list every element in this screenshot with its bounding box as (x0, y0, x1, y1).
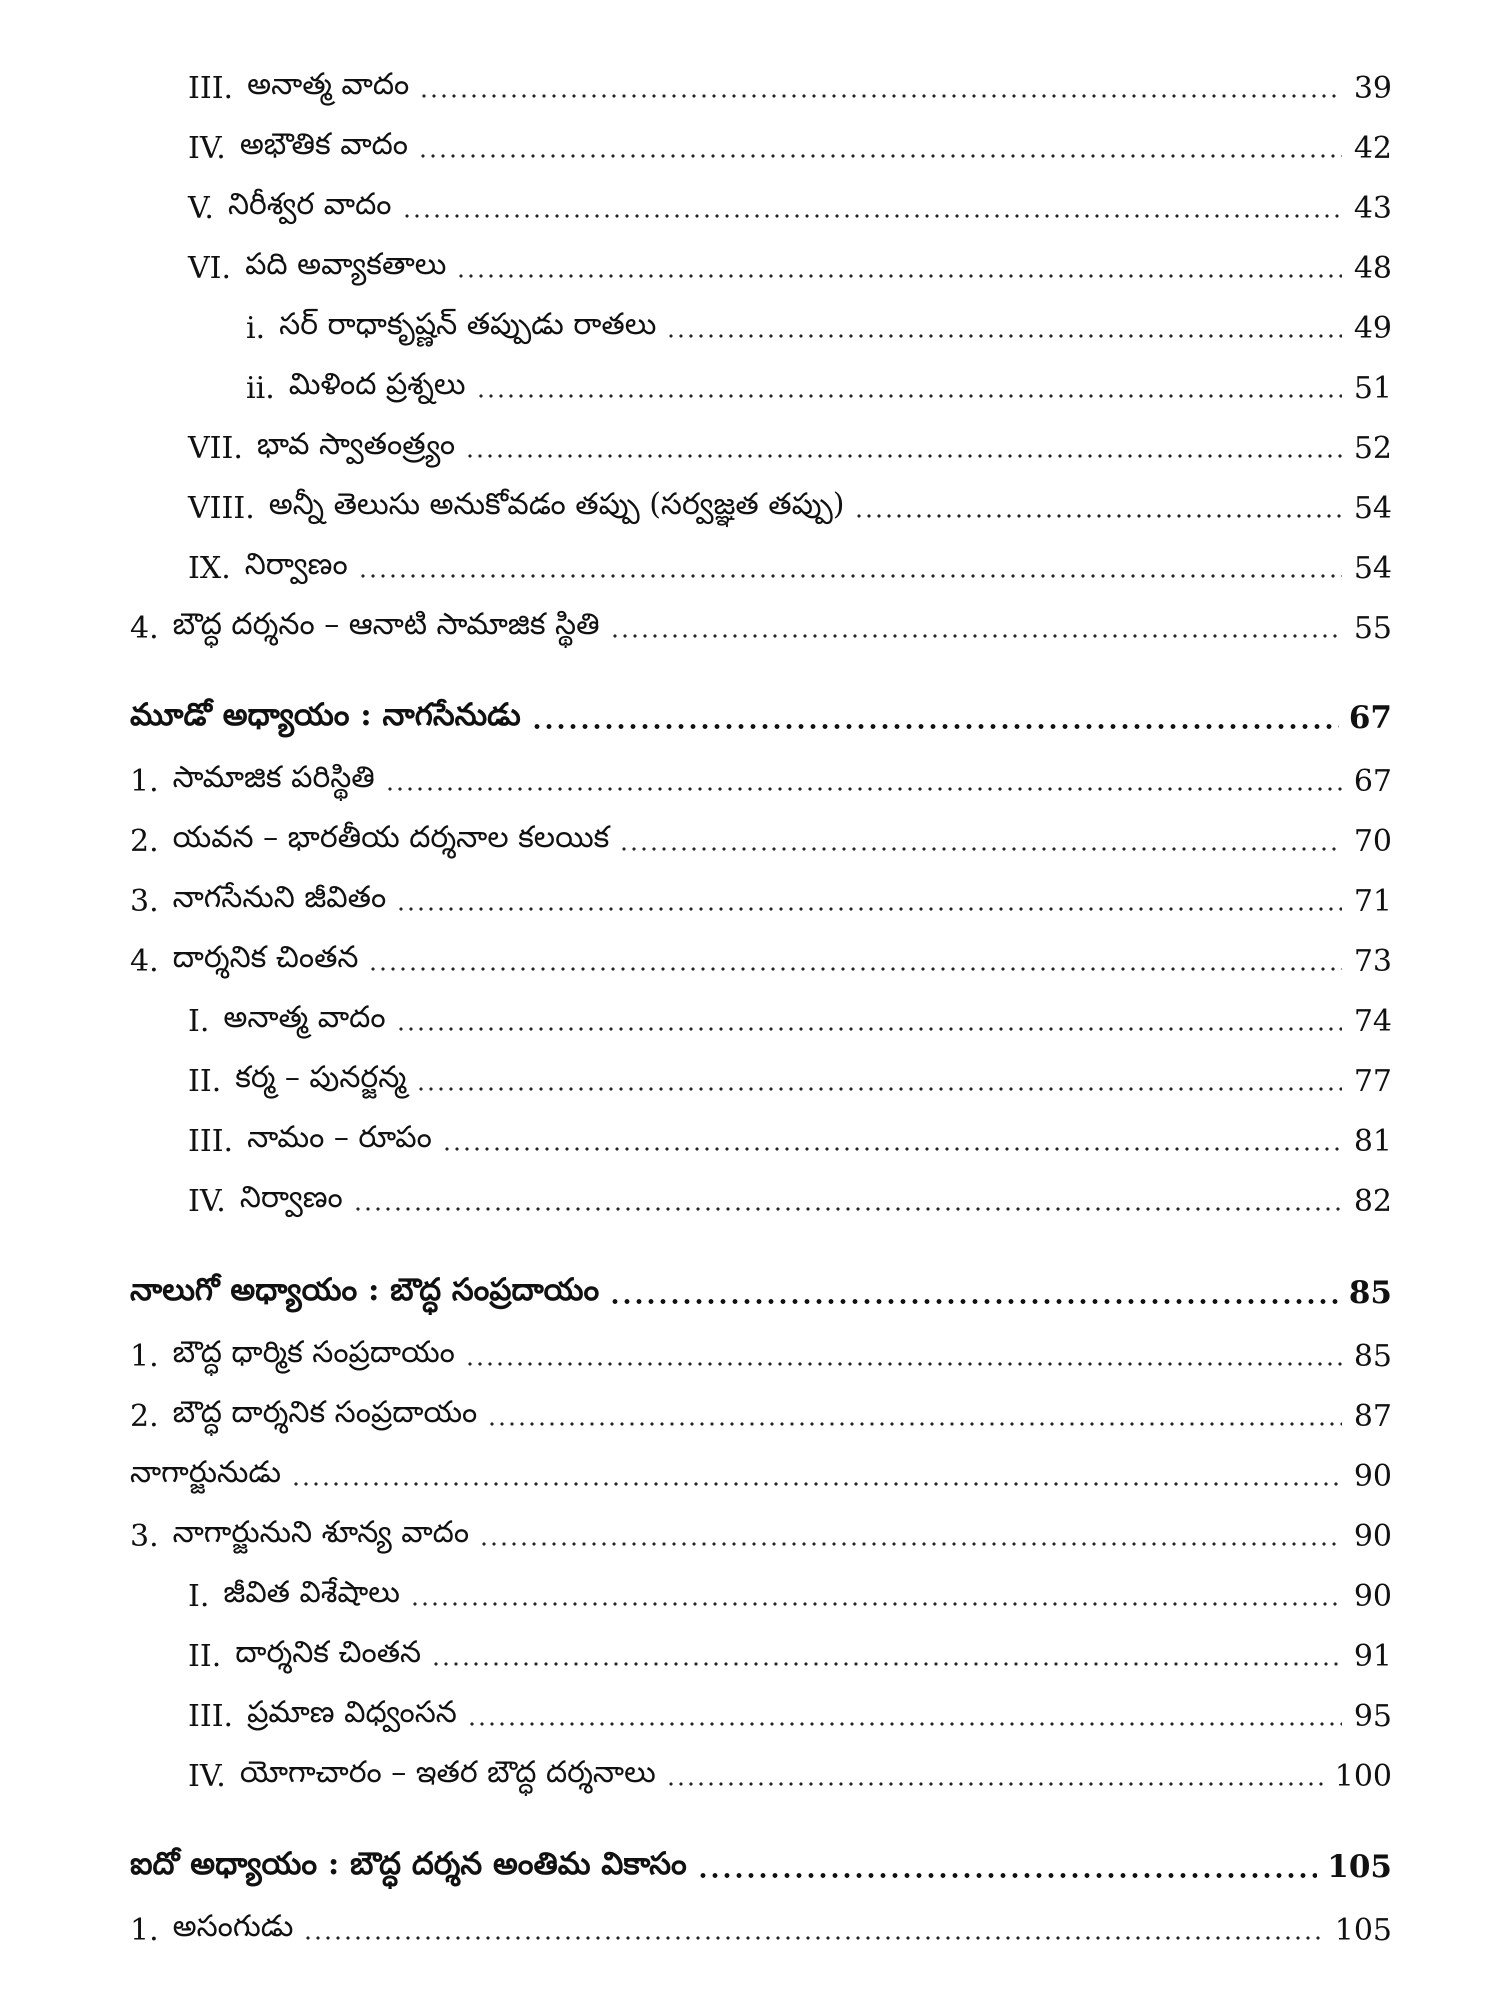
toc-chapter-heading (0, 1263, 1500, 1323)
toc-page-number: 74 (1353, 1003, 1392, 1039)
dot-leader (666, 1781, 1325, 1787)
toc-page-number: 90 (1353, 1518, 1392, 1554)
toc-chapter-heading (0, 1837, 1500, 1897)
dot-leader (419, 93, 1342, 99)
toc-entry-number: IV. (188, 130, 226, 166)
toc-page-number: 43 (1353, 190, 1392, 226)
dot-leader (476, 393, 1343, 399)
toc-entry-title: మిళింద ప్రశ్నలు (288, 367, 466, 402)
dot-leader (456, 273, 1342, 279)
toc-entry (0, 298, 1500, 358)
toc-page-number: 100 (1334, 1758, 1392, 1794)
toc-entry-number: III. (188, 1698, 234, 1734)
dot-leader (442, 1146, 1342, 1152)
toc-entry (0, 1446, 1500, 1506)
toc-entry-title: జీవిత విశేషాలు (223, 1575, 400, 1610)
dot-leader (368, 966, 1342, 972)
toc-entry (0, 418, 1500, 478)
toc-entry-number: 2. (130, 823, 159, 859)
toc-entry (0, 991, 1500, 1051)
dot-leader (666, 333, 1342, 339)
toc-entry-title: ప్రమాణ విధ్వంసన (247, 1695, 457, 1730)
toc-entry-number: IV. (188, 1758, 226, 1794)
toc-page-number: 91 (1353, 1638, 1392, 1674)
toc-entry-number: 1. (130, 1338, 159, 1374)
toc-page-number: 39 (1353, 70, 1392, 106)
toc-entry (0, 178, 1500, 238)
toc-entry-title: నిర్వాణం (244, 547, 348, 582)
toc-entry-title: అసంగుడు (172, 1909, 294, 1944)
toc-entry (0, 1566, 1500, 1626)
toc-entry-title: దార్శనిక చింతన (235, 1635, 422, 1670)
toc-entry-number: II. (188, 1063, 222, 1099)
toc-entry (0, 1051, 1500, 1111)
toc-entry-title: బౌద్ధ దర్శనం – ఆనాటి సామాజిక స్థితి (172, 607, 600, 642)
toc-page-number: 54 (1353, 550, 1392, 586)
toc-entry-number: IV. (188, 1183, 226, 1219)
toc-entry-number: ii. (246, 370, 275, 406)
toc-entry (0, 871, 1500, 931)
toc-page-number: 105 (1327, 1849, 1392, 1885)
dot-leader (531, 723, 1339, 730)
dot-leader (291, 1481, 1342, 1487)
toc-entry-title: నాగసేనుని జీవితం (172, 880, 387, 915)
toc-entry-title: నిర్వాణం (239, 1180, 343, 1215)
toc-entry-title: బౌద్ధ దార్శనిక సంప్రదాయం (172, 1395, 478, 1430)
toc-page-number: 51 (1353, 370, 1392, 406)
toc-entry-number: III. (188, 1123, 234, 1159)
toc-page-number: 67 (1348, 700, 1392, 736)
toc-page-number: 48 (1353, 250, 1392, 286)
toc-entry-number: 3. (130, 883, 159, 919)
toc-page-number: 42 (1353, 130, 1392, 166)
dot-leader (609, 1298, 1339, 1305)
toc-entry (0, 58, 1500, 118)
toc-entry (0, 811, 1500, 871)
dot-leader (465, 1361, 1342, 1367)
toc-entry-title: నామం – రూపం (247, 1120, 432, 1155)
toc-entry-number: 2. (130, 1398, 159, 1434)
toc-entry (0, 931, 1500, 991)
dot-leader (402, 213, 1343, 219)
toc-entry-number: 4. (130, 943, 159, 979)
toc-page-number: 81 (1353, 1123, 1392, 1159)
toc-entry (0, 118, 1500, 178)
toc-entry-title: నాగార్జునుని శూన్య వాదం (172, 1515, 470, 1550)
dot-leader (487, 1421, 1342, 1427)
toc-entry-number: I. (188, 1003, 210, 1039)
toc-entry-number: IX. (188, 550, 231, 586)
toc-entry-title: యవన – భారతీయ దర్శనాల కలయిక (172, 820, 610, 855)
dot-leader (697, 1872, 1318, 1879)
dot-leader (353, 1206, 1342, 1212)
toc-entry-number: III. (188, 70, 234, 106)
dot-leader (431, 1661, 1342, 1667)
toc-page-number: 55 (1353, 610, 1392, 646)
toc-entry-title: అభౌతిక వాదం (239, 127, 409, 162)
toc-entry (0, 478, 1500, 538)
toc-page-number: 71 (1353, 883, 1392, 919)
toc-entry (0, 1326, 1500, 1386)
toc-entry-title: దార్శనిక చింతన (172, 940, 359, 975)
toc-page-number: 95 (1353, 1698, 1392, 1734)
toc-page-number: 49 (1353, 310, 1392, 346)
dot-leader (610, 633, 1342, 639)
toc-page-number: 77 (1353, 1063, 1392, 1099)
toc-entry (0, 1900, 1500, 1960)
dot-leader (465, 453, 1342, 459)
toc-entry (0, 1686, 1500, 1746)
toc-entry-title: నాగార్జునుడు (130, 1455, 281, 1490)
toc-entry-title: అనాత్మ వాదం (223, 1000, 386, 1035)
toc-entry (0, 751, 1500, 811)
toc-entry-title: సామాజిక పరిస్థితి (172, 760, 375, 795)
dot-leader (396, 1026, 1342, 1032)
toc-page-number: 70 (1353, 823, 1392, 859)
toc-entry (0, 598, 1500, 658)
dot-leader (416, 1086, 1342, 1092)
toc-entry-number: 1. (130, 763, 159, 799)
toc-entry-title: నాలుగో అధ్యాయం : బౌద్ధ సంప్రదాయం (130, 1271, 600, 1308)
toc-entry-number: II. (188, 1638, 222, 1674)
toc-entry (0, 1626, 1500, 1686)
toc-page-number: 90 (1353, 1578, 1392, 1614)
toc-entry-title: అనాత్మ వాదం (247, 67, 410, 102)
toc-entry-title: ఐదో అధ్యాయం : బౌద్ధ దర్శన అంతిమ వికాసం (130, 1845, 687, 1882)
toc-entry (0, 1386, 1500, 1446)
dot-leader (619, 846, 1342, 852)
toc-entry-number: 4. (130, 610, 159, 646)
toc-entry (0, 358, 1500, 418)
toc-entry-title: అన్నీ తెలుసు అనుకోవడం తప్పు (సర్వజ్ఞత తప్పు) (268, 487, 845, 522)
toc-entry (0, 238, 1500, 298)
toc-entry-title: నిరీశ్వర వాదం (227, 187, 392, 222)
dot-leader (303, 1935, 1324, 1941)
toc-page-number: 73 (1353, 943, 1392, 979)
toc-page-number: 52 (1353, 430, 1392, 466)
toc-entry-title: పది అవ్యాకతాలు (245, 247, 447, 282)
toc-entry-title: బౌద్ధ ధార్మిక సంప్రదాయం (172, 1335, 455, 1370)
toc-page-number: 85 (1353, 1338, 1392, 1374)
toc-page-number: 82 (1353, 1183, 1392, 1219)
toc-entry (0, 1111, 1500, 1171)
toc-entry-number: I. (188, 1578, 210, 1614)
toc-entry-number: i. (246, 310, 266, 346)
dot-leader (358, 573, 1342, 579)
toc-entry-number: VI. (188, 250, 232, 286)
toc-entry-number: 3. (130, 1518, 159, 1554)
dot-leader (479, 1541, 1342, 1547)
toc-entry-title: సర్ రాధాకృష్ణన్ తప్పుడు రాతలు (279, 307, 657, 342)
dot-leader (418, 153, 1342, 159)
toc-entry-title: యోగాచారం – ఇతర బౌద్ధ దర్శనాలు (239, 1755, 656, 1790)
dot-leader (396, 906, 1342, 912)
toc-entry-number: VII. (188, 430, 243, 466)
toc-page-number: 85 (1348, 1275, 1392, 1311)
toc-page-number: 54 (1353, 490, 1392, 526)
toc-entry-number: VIII. (188, 490, 255, 526)
toc-entry-number: 1. (130, 1912, 159, 1948)
toc-entry (0, 1171, 1500, 1231)
toc-entry (0, 1746, 1500, 1806)
toc-chapter-heading (0, 688, 1500, 748)
dot-leader (467, 1721, 1342, 1727)
toc-entry-title: భావ స్వాతంత్ర్యం (256, 427, 456, 462)
toc-page-number: 87 (1353, 1398, 1392, 1434)
toc-entry-title: మూడో అధ్యాయం : నాగసేనుడు (130, 696, 521, 733)
dot-leader (385, 786, 1342, 792)
dot-leader (410, 1601, 1342, 1607)
toc-page-number: 105 (1334, 1912, 1392, 1948)
toc-entry (0, 1506, 1500, 1566)
toc-entry (0, 538, 1500, 598)
toc-page-number: 90 (1353, 1458, 1392, 1494)
toc-entry-title: కర్మ – పునర్జన్మ (235, 1060, 407, 1095)
toc-entry-number: V. (188, 190, 214, 226)
toc-page-number: 67 (1353, 763, 1392, 799)
dot-leader (854, 513, 1342, 519)
